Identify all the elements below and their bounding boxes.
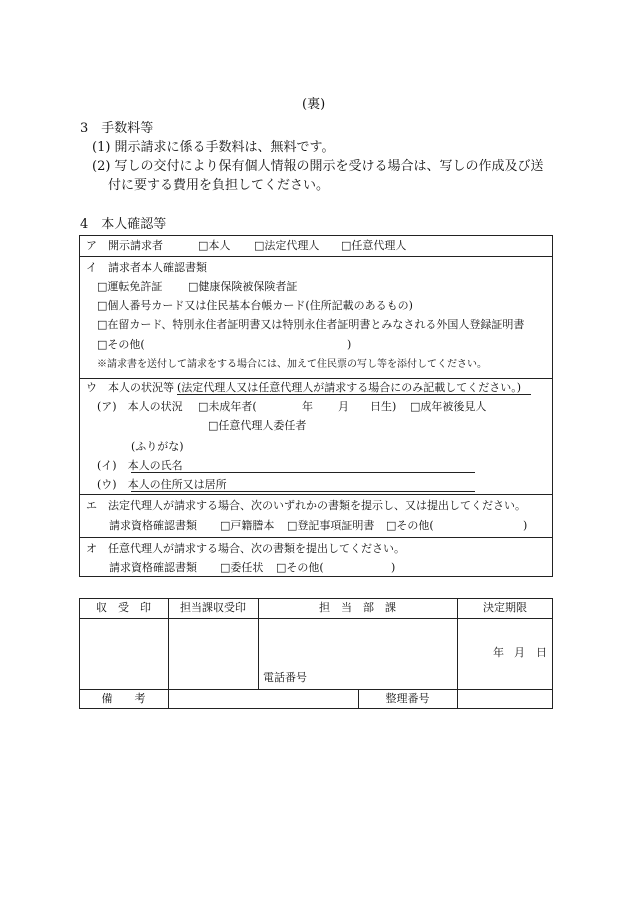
residence-card-checkbox[interactable]: □在留カード、特別永住者証明書又は特別永住者証明書とみなされる外国人登録証明書 (97, 318, 525, 331)
other-id-close-paren: ) (347, 338, 352, 351)
voluntary-principal-checkbox[interactable]: □任意代理人委任者 (208, 419, 307, 432)
id-docs-label: イ 請求者本人確認書類 (86, 261, 207, 274)
legal-agent-docs-instruction: エ 法定代理人が請求する場合、次のいずれかの書類を提示し、又は提出してください。 (86, 499, 526, 512)
deadline-month-label: 月 (514, 646, 525, 659)
voluntary-other-checkbox[interactable]: □その他( (276, 561, 324, 574)
section3-heading: 3 手数料等 (80, 121, 154, 136)
health-insurance-checkbox[interactable]: □健康保険被保険者証 (188, 280, 298, 293)
remarks-label: 備 考 (101, 692, 146, 705)
principal-condition-label: (ア) 本人の状況 (97, 400, 183, 413)
back-side-label: (裏) (302, 97, 326, 112)
principal-status-label: ウ 本人の状況等 (86, 381, 174, 394)
section3-item2-line2: 付に要する費用を負担してください。 (108, 178, 330, 193)
mynumber-card-checkbox[interactable]: □個人番号カード又は住民基本台帳カード(住所記載のあるもの) (97, 299, 413, 312)
section4-heading: 4 本人確認等 (80, 217, 167, 232)
voluntary-agent-docs-label: 請求資格確認書類 (109, 561, 197, 574)
requester-self-checkbox[interactable]: □本人 (198, 239, 231, 252)
birth-year-label: 年 (302, 400, 313, 413)
decision-deadline-header: 決定期限 (483, 601, 527, 614)
deadline-year-label: 年 (493, 646, 504, 659)
voluntary-agent-docs-instruction: オ 任意代理人が請求する場合、次の書類を提出してください。 (86, 542, 405, 555)
registry-cert-checkbox[interactable]: □登記事項証明書 (287, 519, 375, 532)
birth-day-label: 日生) (370, 400, 397, 413)
requester-type-label: ア 開示請求者 (86, 239, 163, 252)
principal-name-field[interactable] (131, 472, 475, 473)
voluntary-other-close-paren: ) (391, 561, 396, 574)
other-id-checkbox[interactable]: □その他( (97, 338, 145, 351)
adult-guardian-checkbox[interactable]: □成年被後見人 (410, 400, 487, 413)
family-register-checkbox[interactable]: □戸籍謄本 (220, 519, 275, 532)
drivers-license-checkbox[interactable]: □運転免許証 (97, 280, 163, 293)
section3-item1: (1) 開示請求に係る手数料は、無料です。 (92, 140, 335, 155)
legal-other-checkbox[interactable]: □その他( (386, 519, 434, 532)
reference-number-label: 整理番号 (385, 692, 430, 705)
birth-month-label: 月 (338, 400, 349, 413)
deadline-day-label: 日 (536, 646, 547, 659)
phone-number-label: 電話番号 (263, 671, 307, 684)
legal-agent-docs-label: 請求資格確認書類 (109, 519, 197, 532)
principal-status-note: (法定代理人又は任意代理人が請求する場合にのみ記載してください。) (177, 381, 522, 394)
principal-address-field[interactable] (131, 491, 475, 492)
mail-request-note: ※請求書を送付して請求をする場合には、加えて住民票の写し等を添付してください。 (97, 359, 487, 370)
requester-legal-agent-checkbox[interactable]: □法定代理人 (254, 239, 320, 252)
requester-voluntary-agent-checkbox[interactable]: □任意代理人 (341, 239, 407, 252)
minor-checkbox[interactable]: □未成年者( (198, 400, 257, 413)
power-of-attorney-checkbox[interactable]: □委任状 (220, 561, 264, 574)
principal-address-label: (ウ) 本人の住所又は居所 (97, 478, 227, 491)
furigana-label: (ふりがな) (131, 440, 184, 453)
section3-item2-line1: (2) 写しの交付により保有個人情報の開示を受ける場合は、写しの作成及び送 (92, 159, 544, 174)
principal-name-label: (イ) 本人の氏名 (97, 459, 183, 472)
receipt-stamp-header: 収 受 印 (96, 601, 151, 614)
responsible-dept-header: 担 当 部 課 (319, 601, 396, 614)
dept-receipt-stamp-header: 担当課収受印 (180, 601, 246, 614)
legal-other-close-paren: ) (523, 519, 528, 532)
